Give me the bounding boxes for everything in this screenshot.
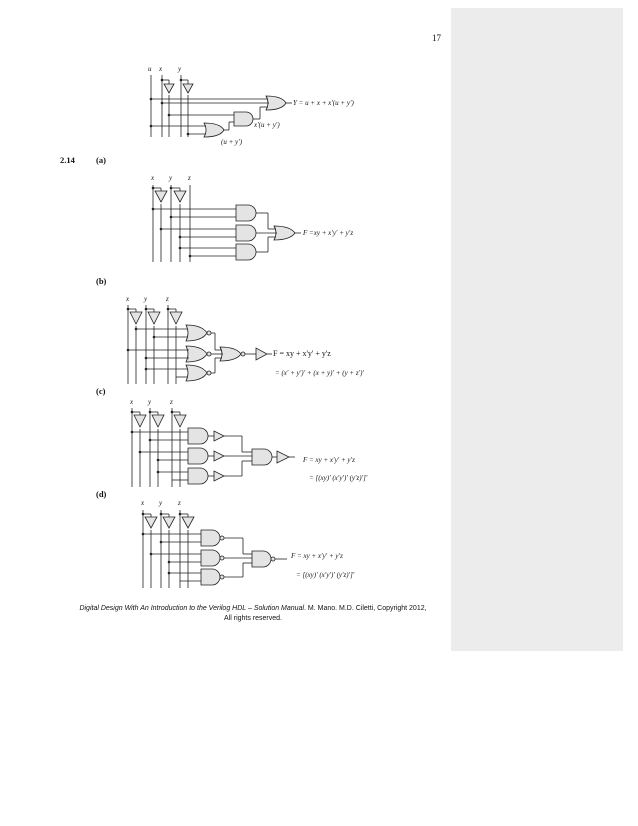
circuit-d <box>142 510 287 588</box>
c-input-y: y <box>148 398 152 406</box>
c-output-expression: F = xy + x′y′ + y′z <box>303 456 355 464</box>
part-c-label: (c) <box>96 386 106 396</box>
book-title: Digital Design With An Introduction to the Verilog HDL – Solution Manual <box>79 605 305 612</box>
b-input-y: y <box>144 295 148 303</box>
c-input-z: z <box>170 398 173 406</box>
rights-notice: All rights reserved. <box>224 615 282 622</box>
b-input-x: x <box>126 295 130 303</box>
circuit-c <box>131 408 295 487</box>
b-output-expression: F = xy + x'y' + y'z <box>273 349 331 358</box>
input-label-y: y <box>178 65 182 73</box>
c-output-equivalent: = [(xy)′ (x′y′)′ (y′z)′]′ <box>309 474 368 482</box>
a-input-z: z <box>188 174 191 182</box>
copyright-footer <box>60 604 446 624</box>
a-input-x: x <box>151 174 155 182</box>
part-d-label: (d) <box>96 489 107 499</box>
top-output-expression: Y = u + x + x′(u + y′) <box>293 99 354 107</box>
circuit-b <box>127 305 272 384</box>
a-input-y: y <box>169 174 173 182</box>
intermediate-expression-1: x′(u + y′) <box>254 121 280 129</box>
book-authors: . M. Mano. M.D. Ciletti, Copyright 2012, <box>304 605 427 612</box>
a-output-expression: F =xy + x′y′ + y′z <box>303 229 354 237</box>
page-number: 17 <box>432 33 441 43</box>
d-input-y: y <box>159 499 163 507</box>
part-a-label: (a) <box>96 155 106 165</box>
input-label-u: u <box>148 65 152 73</box>
intermediate-expression-2: (u + y′) <box>221 138 243 146</box>
d-output-equivalent: = [(xy)′ (x′y′)′ (y′z)′]′ <box>296 571 355 579</box>
d-input-x: x <box>141 499 145 507</box>
input-label-x: x <box>159 65 163 73</box>
b-input-z: z <box>166 295 169 303</box>
circuit-a <box>152 185 301 262</box>
d-output-expression: F = xy + x′y′ + y′z <box>291 552 343 560</box>
c-input-x: x <box>130 398 134 406</box>
part-b-label: (b) <box>96 276 107 286</box>
b-output-equivalent: = (x′ + y′)′ + (x + y)′ + (y + z′)′ <box>275 369 365 377</box>
d-input-z: z <box>178 499 181 507</box>
section-number: 2.14 <box>60 155 75 165</box>
